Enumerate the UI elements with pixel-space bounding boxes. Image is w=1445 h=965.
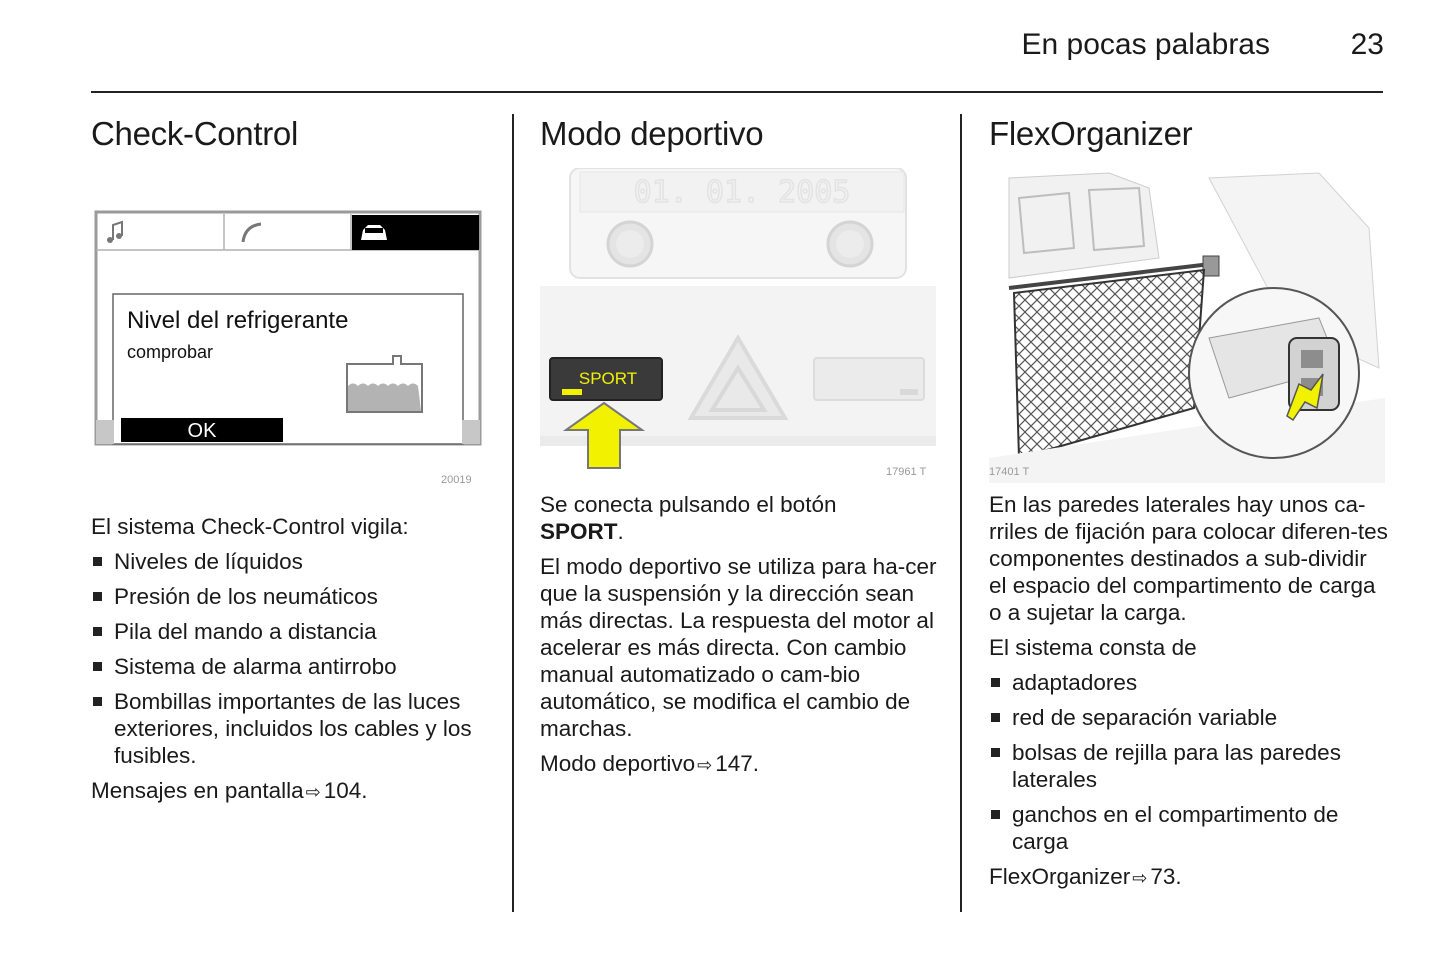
paragraph-connect: Se conecta pulsando el botón SPORT. [540, 492, 837, 544]
clock-display: 01. 01. 2005 [633, 175, 851, 210]
components-list [989, 669, 1389, 855]
screen-subtitle: comprobar [127, 342, 214, 362]
paragraph-description: El modo deportivo se utiliza para ha-cer que la suspensión y la dirección sean más directas. La respuesta del motor al acelerar es más directa. Con cambio manual automatizado o cam-bio automático, se modifica el cambio de marchas. [540, 554, 937, 741]
column-flexorganizer [989, 112, 1389, 892]
magnified-detail [1189, 288, 1359, 458]
reference-arrow-icon: ⇨ [1132, 868, 1148, 888]
column-divider-1 [512, 114, 514, 912]
page-reference[interactable]: Mensajes en pantalla ⇨ 104. [91, 777, 491, 806]
ok-label: OK [187, 420, 217, 442]
section-heading: FlexOrganizer [989, 115, 1193, 152]
paragraph-description: En las paredes laterales hay unos ca-rriles de fijación para colocar diferen-tes componentes destinados a sub-dividir el espacio del compartimento de carga o a sujetar la carga. [989, 492, 1388, 625]
running-header: En pocas palabras [1021, 28, 1270, 61]
page-reference[interactable]: FlexOrganizer ⇨ 73. [989, 863, 1389, 892]
column-modo-deportivo [540, 112, 940, 779]
list-item: adaptadores [989, 669, 1389, 696]
list-item: Bombillas importantes de las luces exteriores, incluidos los cables y los fusibles. [91, 688, 491, 769]
check-control-figure [91, 168, 487, 493]
list-item: ganchos en el compartimento de carga [989, 801, 1389, 855]
intro-text: El sistema Check-Control vigila: [91, 514, 409, 539]
page-number: 23 [1350, 28, 1384, 61]
list-item: Pila del mando a distancia [91, 618, 491, 645]
dashboard-illustration [540, 168, 936, 483]
screen-title: Nivel del refrigerante [127, 307, 349, 334]
figure-code: 17961 T [886, 466, 927, 478]
list-item: Niveles de líquidos [91, 548, 491, 575]
display-illustration [91, 168, 487, 493]
list-item: Sistema de alarma antirrobo [91, 653, 491, 680]
figure-code: 17401 T [989, 466, 1030, 478]
sport-button-figure [540, 168, 936, 483]
list-item: bolsas de rejilla para las paredes laterales [989, 739, 1389, 793]
column-divider-2 [960, 114, 962, 912]
section-heading: Check-Control [91, 115, 299, 152]
list-item: Presión de los neumáticos [91, 583, 491, 610]
column-check-control [91, 112, 491, 806]
sport-keyword: SPORT [540, 519, 618, 544]
reference-arrow-icon: ⇨ [697, 755, 713, 775]
flexorganizer-figure [989, 168, 1385, 483]
page-reference[interactable]: Modo deportivo ⇨ 147. [540, 750, 940, 779]
figure-code: 20019 [441, 474, 472, 486]
list-item: red de separación variable [989, 704, 1389, 731]
monitored-list [91, 548, 491, 769]
intro-text: El sistema consta de [989, 635, 1197, 660]
reference-arrow-icon: ⇨ [305, 782, 321, 802]
sport-button-label: SPORT [578, 369, 638, 388]
header-rule [91, 91, 1383, 93]
cargo-illustration [989, 168, 1385, 483]
coolant-reservoir-icon [347, 356, 422, 412]
section-heading: Modo deportivo [540, 115, 764, 152]
